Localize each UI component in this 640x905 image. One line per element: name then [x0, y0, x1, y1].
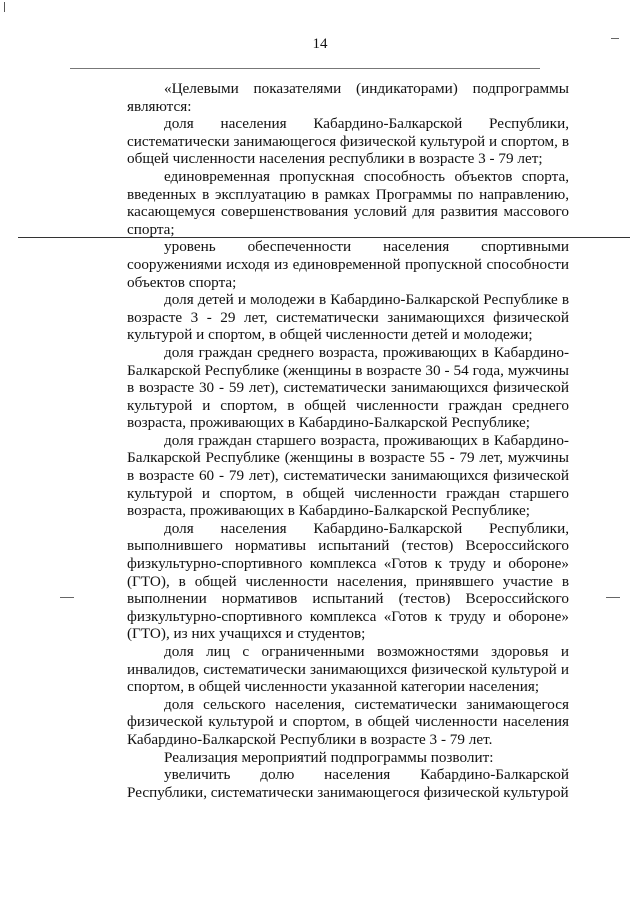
paragraph-indicator-9: доля сельского населения, систематически занимающегося физической культурой и спортом, в общей численности населения Кабардино-Балкарской Республики в возрасте 3 - 79 лет. — [127, 695, 569, 748]
paragraph-indicator-8: доля лиц с ограниченными возможностями здоровья и инвалидов, систематически занимающихся физической культурой и спортом, в общей численности указанной категории населения; — [127, 643, 569, 696]
paragraph-indicator-2: единовременная пропускная способность объектов спорта, введенных в эксплуатацию в рамках Программы по направлению, касающемуся совершенствования условий для развития массового спорта; — [127, 167, 569, 238]
paragraph-outcomes-intro: Реализация мероприятий подпрограммы позволит: — [164, 748, 494, 766]
paragraph-indicator-4: доля детей и молодежи в Кабардино-Балкарской Республике в возрасте 3 - 29 лет, систематически занимающихся физической культурой и спортом, в общей численности детей и молодежи; — [127, 291, 569, 344]
paragraph-indicator-6: доля граждан старшего возраста, проживающих в Кабардино-Балкарской Республике (женщины в возрасте 55 - 79 лет, мужчины в возрасте 60 - 79 лет), систематически занимающихся физической культурой и спортом, в общей численности граждан старшего возраста, проживающих в Кабардино-Балкарской Республике; — [127, 431, 569, 520]
scan-artifact-corner-mark — [4, 2, 5, 12]
paragraph-indicator-7: доля населения Кабардино-Балкарской Республики, выполнившего нормативы испытаний (тестов) Всероссийского физкультурно-спортивного комплекса «Готов к труду и обороне» (ГТО), в общей численности населения, принявшего участие в выполнении нормативов испытаний (тестов) Всероссийского физкультурно-спортивного комплекса «Готов к труду и обороне» (ГТО), из них учащихся и студентов; — [127, 519, 569, 643]
paragraph-indicator-5: доля граждан среднего возраста, проживающих в Кабардино-Балкарской Республике (женщины в возрасте 30 - 54 года, мужчины в возрасте 30 - 59 лет), систематически занимающихся физической культурой и спортом, в общей численности граждан среднего возраста, проживающих в Кабардино-Балкарской Республике; — [127, 343, 569, 432]
document-body — [127, 80, 569, 801]
paragraph-intro: «Целевыми показателями (индикаторами) подпрограммы являются: — [127, 80, 569, 115]
scan-artifact-dash-left — [60, 597, 74, 598]
scan-artifact-right-dash — [611, 38, 619, 39]
paragraph-indicator-1: доля населения Кабардино-Балкарской Республики, систематически занимающегося физической культурой и спортом, в общей численности населения республики в возрасте 3 - 79 лет; — [127, 115, 569, 168]
paragraph-outcome-1: увеличить долю населения Кабардино-Балкарской Республики, систематически занимающегося физической культурой — [127, 766, 569, 801]
scan-artifact-line-top — [70, 68, 540, 69]
page-number: 14 — [312, 36, 328, 52]
scan-artifact-dash-right — [606, 597, 620, 598]
paragraph-indicator-3: уровень обеспеченности населения спортивными сооружениями исходя из единовременной пропускной способности объектов спорта; — [127, 238, 569, 291]
